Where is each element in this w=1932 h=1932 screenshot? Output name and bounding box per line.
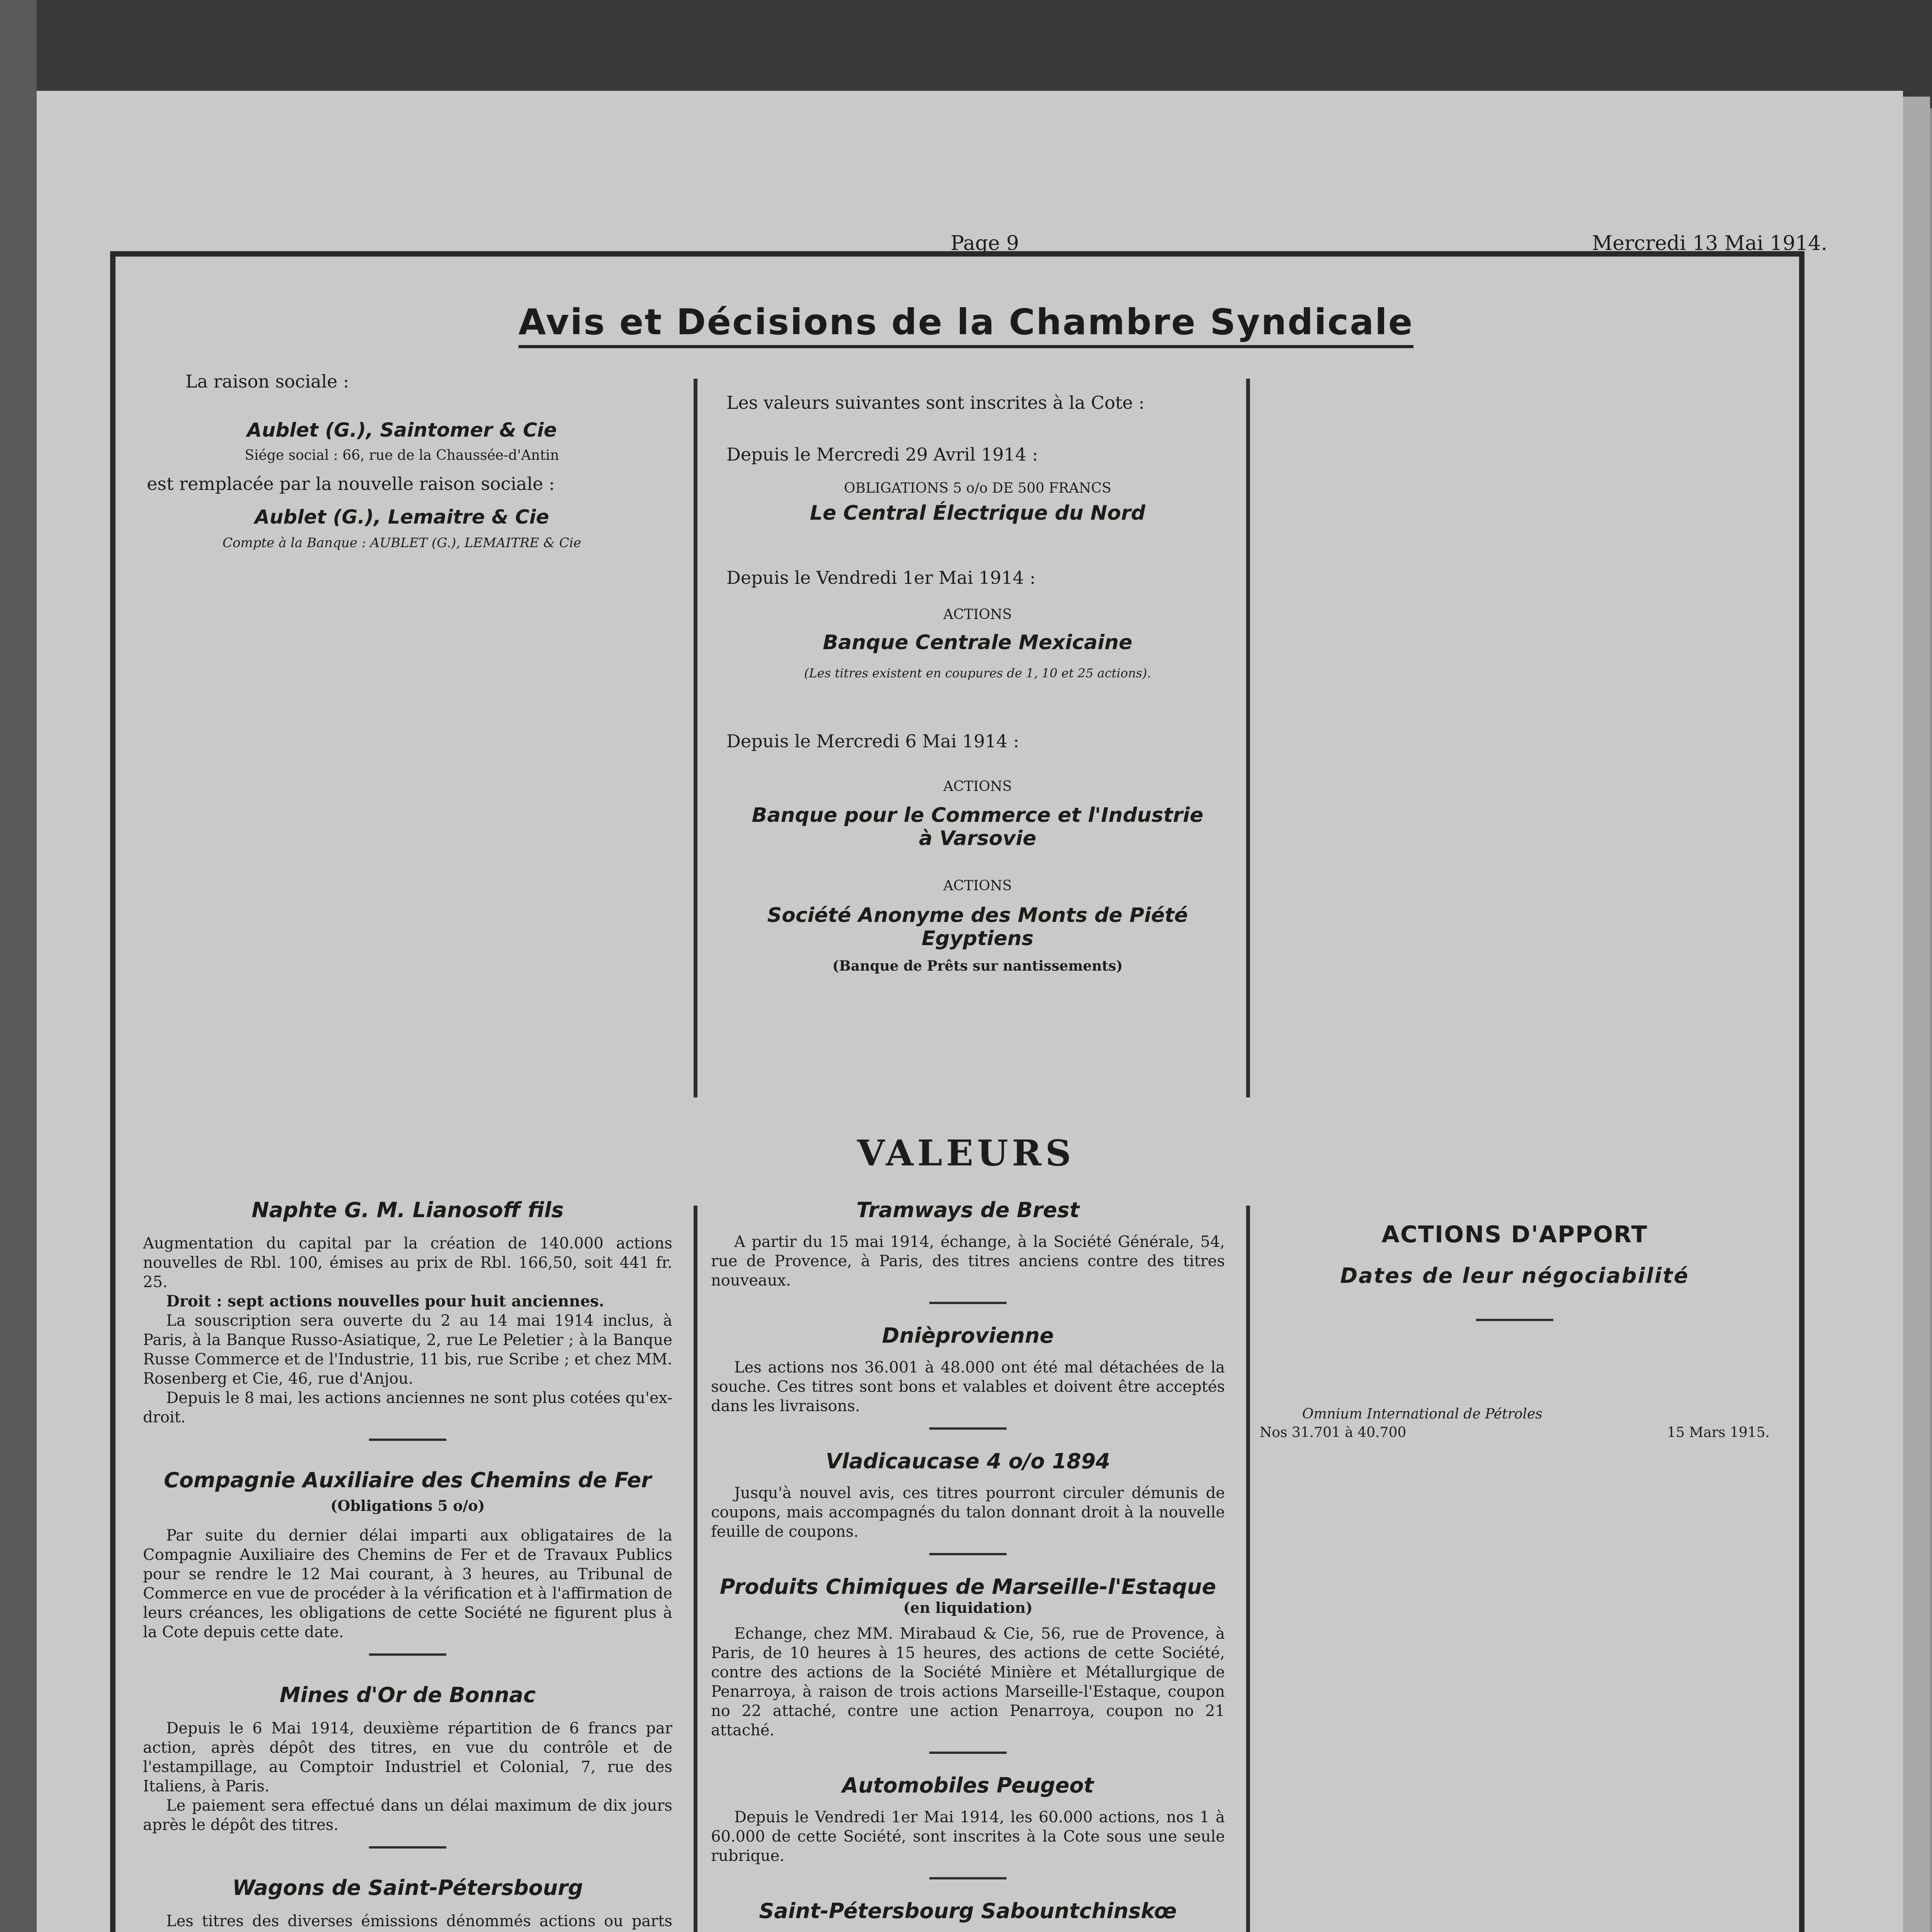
- valeurs-c1-sep-1: [369, 1439, 446, 1441]
- avis-rule-2: [1246, 379, 1250, 1097]
- apport-row: [1260, 1423, 1770, 1442]
- valeurs-col2: [711, 1198, 1225, 1932]
- valeurs-c1-p3-1: Depuis le 6 Mai 1914, deuxième répartition de 6 francs par action, après dépôt des titres, en vue du contrôle et de l'estampillage, au Comptoir Industriel et Colonial, 7, rue des Italiens, à Paris.: [143, 1719, 672, 1795]
- valeurs-col1: [143, 1198, 672, 1932]
- valeurs-title: VALEURS: [857, 1132, 1075, 1174]
- valeurs-c2-sep-5: [929, 1877, 1007, 1879]
- apport-subtitle: Dates de leur négociabilité: [1340, 1264, 1689, 1288]
- valeurs-title-block: [657, 1132, 1275, 1174]
- avis-name-1: Le Central Électrique du Nord: [810, 502, 1146, 525]
- avis-center: [726, 392, 1229, 974]
- valeurs-c1-head-2: Compagnie Auxiliaire des Chemins de Fer: [164, 1468, 651, 1492]
- valeurs-c2-p5-1: Depuis le Vendredi 1er Mai 1914, les 60.000 actions, nos 1 à 60.000 de cette Société, sont inscrites à la Cote sous une seule rubrique.: [711, 1808, 1225, 1865]
- valeurs-c2-p3-1: Jusqu'à nouvel avis, ces titres pourront circuler démunis de coupons, mais accompagnés du talon donnant droit à la nouvelle feuille de coupons.: [711, 1484, 1225, 1541]
- apport-row-value: 15 Mars 1915.: [1667, 1425, 1770, 1440]
- valeurs-c1-p2-1: Par suite du dernier délai imparti aux obligataires de la Compagnie Auxiliaire des Chemins de Fer et de Travaux Publics pour se rendre le 12 Mai courant, à 3 heures, au Tribunal de Commerce en vue de procéder à la vérification et à l'affirmation de leurs créances, les obligations de cette Société ne figurent plus à la Cote depuis cette date.: [143, 1527, 672, 1641]
- avis-name-3c: Société Anonyme des Monts de Piété Egyptiens: [767, 904, 1188, 950]
- avis-siege: Siége social : 66, rue de la Chaussée-d'Antin: [245, 447, 559, 463]
- apport-row-label: Nos 31.701 à 40.700: [1260, 1425, 1406, 1440]
- avis-new-name: Aublet (G.), Lemaitre & Cie: [255, 506, 549, 528]
- valeurs-rule-2: [1246, 1206, 1250, 1932]
- page-stack-edge: [1903, 97, 1930, 1932]
- valeurs-c1-head-3: Mines d'Or de Bonnac: [279, 1683, 536, 1707]
- valeurs-c2-head-6: Saint-Pétersbourg Sabountchinskœ: [759, 1899, 1177, 1923]
- valeurs-c2-head-1: Tramways de Brest: [856, 1198, 1080, 1222]
- avis-title: Avis et Décisions de la Chambre Syndicale: [519, 301, 1413, 348]
- avis-name-3a: Banque pour le Commerce et l'Industrie: [752, 804, 1204, 827]
- valeurs-c1-p3-2: Le paiement sera effectué dans un délai maximum de dix jours après le dépôt des titres.: [143, 1797, 672, 1834]
- avis-kind-2: ACTIONS: [943, 607, 1012, 622]
- valeurs-c1-sep-3: [369, 1846, 446, 1849]
- valeurs-c2-sep-2: [929, 1427, 1007, 1430]
- scan-edge: [0, 0, 37, 1932]
- page-number: Page 9: [951, 232, 1019, 255]
- avis-note-2: (Les titres existent en coupures de 1, 10 et 25 actions).: [804, 666, 1151, 680]
- valeurs-c2-p2-1: Les actions nos 36.001 à 48.000 ont été mal détachées de la souche. Ces titres sont bons et valables et doivent être acceptés dans les livraisons.: [711, 1359, 1225, 1415]
- apport-title: ACTIONS D'APPORT: [1381, 1221, 1648, 1248]
- avis-compte: Compte à la Banque : AUBLET (G.), LEMAITRE & Cie: [222, 535, 582, 551]
- avis-date-2: Depuis le Vendredi 1er Mai 1914 :: [726, 567, 1036, 588]
- avis-date-1: Depuis le Mercredi 29 Avril 1914 :: [726, 444, 1038, 465]
- avis-left-line4: est remplacée par la nouvelle raison sociale :: [147, 473, 555, 494]
- valeurs-c1-p1-2: Droit : sept actions nouvelles pour huit anciennes.: [166, 1292, 604, 1310]
- valeurs-c1-sep-2: [369, 1653, 446, 1656]
- valeurs-c2-sub-4: (en liquidation): [903, 1599, 1033, 1616]
- avis-date-3: Depuis le Mercredi 6 Mai 1914 :: [726, 731, 1019, 752]
- valeurs-c2-head-2: Dnièprovienne: [882, 1323, 1054, 1348]
- page-stack-edge-2: [1930, 108, 1932, 1932]
- valeurs-c2-head-3: Vladicaucase 4 o/o 1894: [825, 1449, 1111, 1473]
- avis-note-3: (Banque de Prêts sur nantissements): [832, 958, 1123, 974]
- valeurs-c1-p1-1: Augmentation du capital par la création de 140.000 actions nouvelles de Rbl. 100, émises au prix de Rbl. 166,50, soit 441 fr. 25.: [143, 1235, 672, 1291]
- avis-name-2: Banque Centrale Mexicaine: [823, 631, 1133, 654]
- avis-title-block: [502, 301, 1430, 343]
- valeurs-c2-sep-1: [929, 1302, 1007, 1304]
- valeurs-col3: [1260, 1221, 1770, 1442]
- valeurs-c1-p4-1: Les titres des diverses émissions dénommés actions ou parts: [166, 1912, 672, 1930]
- avis-intro: Les valeurs suivantes sont inscrites à la Cote :: [726, 392, 1145, 413]
- avis-kind-3b: ACTIONS: [943, 878, 1012, 894]
- valeurs-rule-1: [694, 1206, 697, 1932]
- valeurs-c1-p1-4: Depuis le 8 mai, les actions anciennes ne sont plus cotées qu'ex-droit.: [143, 1389, 672, 1426]
- avis-old-name: Aublet (G.), Saintomer & Cie: [247, 419, 557, 441]
- valeurs-c2-sep-4: [929, 1752, 1007, 1754]
- valeurs-c2-p1-1: A partir du 15 mai 1914, échange, à la Société Générale, 54, rue de Provence, à Paris, des titres anciens contre des titres nouveaux.: [711, 1233, 1225, 1289]
- valeurs-c2-head-5: Automobiles Peugeot: [842, 1773, 1094, 1798]
- valeurs-c1-sub-2: (Obligations 5 o/o): [330, 1497, 485, 1514]
- valeurs-c2-head-4: Produits Chimiques de Marseille-l'Estaque: [719, 1575, 1216, 1599]
- valeurs-c2-sep-3: [929, 1553, 1007, 1555]
- avis-rule-1: [694, 379, 697, 1097]
- valeurs-c2-p4-1: Echange, chez MM. Mirabaud & Cie, 56, rue de Provence, à Paris, de 10 heures à 15 heures, des actions de cette Société, contre des actions de la Société Minière et Métallurgique de Penarroya, à raison de trois actions Marseille-l'Estaque, coupon no 22 attaché, contre une action Penarroya, coupon no 21 attaché.: [711, 1625, 1225, 1739]
- avis-kind-1: OBLIGATIONS 5 o/o DE 500 FRANCS: [844, 480, 1112, 496]
- avis-left: [147, 371, 657, 551]
- page-date: Mercredi 13 Mai 1914.: [1592, 232, 1828, 255]
- avis-name-3b: à Varsovie: [919, 827, 1036, 850]
- valeurs-c1-head-4: Wagons de Saint-Pétersbourg: [232, 1876, 583, 1900]
- avis-left-line1: La raison sociale :: [185, 371, 349, 392]
- valeurs-c1-head-1: Naphte G. M. Lianosoff fils: [252, 1198, 564, 1222]
- avis-kind-3: ACTIONS: [943, 779, 1012, 794]
- valeurs-c1-p1-3: La souscription sera ouverte du 2 au 14 mai 1914 inclus, à Paris, à la Banque Russo-Asiatique, 2, rue Le Peletier ; à la Banque Russe Commerce et de l'Industrie, 11 bis, rue Scribe ; et chez MM. Rosenberg et Cie, 46, rue d'Anjou.: [143, 1312, 672, 1388]
- apport-sep: [1476, 1319, 1553, 1321]
- apport-item: Omnium International de Pétroles: [1302, 1406, 1543, 1422]
